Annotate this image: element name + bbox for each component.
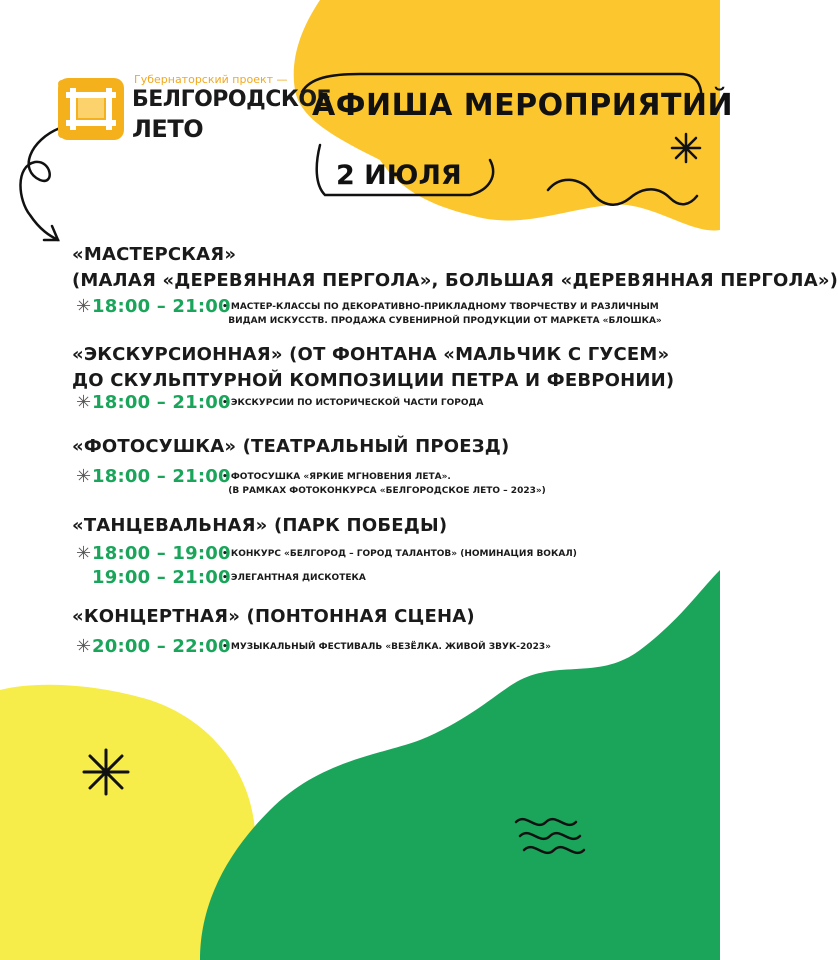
event-description-line: ВИДАМ ИСКУССТВ. ПРОДАЖА СУВЕНИРНОЙ ПРОДУКЦИИ ОТ МАРКЕТА «БЛОШКА» [222,316,662,326]
event-description [222,571,366,585]
event-description [222,547,577,561]
event-time: 19:00 – 21:00 [92,567,231,588]
event-description-line: • ФОТОСУШКА «ЯРКИЕ МГНОВЕНИЯ ЛЕТА». [222,472,451,482]
logo-subtitle: Губернаторский проект — [134,73,288,86]
asterisk-icon: ✳ [76,466,92,487]
event-time: 18:00 – 21:00 [92,392,231,413]
venue-title: «ФОТОСУШКА» (ТЕАТРАЛЬНЫЙ ПРОЕЗД) [72,436,510,457]
event-description-line: • ЭЛЕГАНТНАЯ ДИСКОТЕКА [222,573,366,583]
venue-title: (МАЛАЯ «ДЕРЕВЯННАЯ ПЕРГОЛА», БОЛЬШАЯ «ДЕРЕВЯННАЯ ПЕРГОЛА») [72,270,838,291]
venue-title: ДО СКУЛЬПТУРНОЙ КОМПОЗИЦИИ ПЕТРА И ФЕВРОНИИ) [72,370,675,391]
venue-title: «МАСТЕРСКАЯ» [72,244,237,265]
venue-title: «ЭКСКУРСИОННАЯ» (ОТ ФОНТАНА «МАЛЬЧИК С ГУСЕМ» [72,344,670,365]
event-description-line: • МАСТЕР-КЛАССЫ ПО ДЕКОРАТИВНО-ПРИКЛАДНОМУ ТВОРЧЕСТВУ И РАЗЛИЧНЫМ [222,302,659,312]
asterisk-icon: ✳ [76,636,92,657]
event-description [222,396,483,410]
event-description [222,640,551,654]
event-description-line: • КОНКУРС «БЕЛГОРОД – ГОРОД ТАЛАНТОВ» (НОМИНАЦИЯ ВОКАЛ) [222,549,577,559]
event-description [222,470,546,498]
venue-title: «ТАНЦЕВАЛЬНАЯ» (ПАРК ПОБЕДЫ) [72,515,448,536]
event-time: 20:00 – 22:00 [92,636,231,657]
asterisk-icon: ✳ [76,392,92,413]
logo-title-line2: ЛЕТО [132,115,204,143]
event-time: 18:00 – 21:00 [92,466,231,487]
asterisk-icon: ✳ [76,543,92,564]
logo-title-line1: БЕЛГОРОДСКОЕ [132,87,332,112]
event-time: 18:00 – 19:00 [92,543,231,564]
event-description [222,300,662,328]
event-description-line: • МУЗЫКАЛЬНЫЙ ФЕСТИВАЛЬ «ВЕЗЁЛКА. ЖИВОЙ ЗВУК-2023» [222,642,551,652]
event-description-line: • ЭКСКУРСИИ ПО ИСТОРИЧЕСКОЙ ЧАСТИ ГОРОДА [222,398,484,408]
page-title: АФИША МЕРОПРИЯТИЙ [312,88,734,123]
event-time: 18:00 – 21:00 [92,296,231,317]
event-description-line: (В РАМКАХ ФОТОКОНКУРСА «БЕЛГОРОДСКОЕ ЛЕТО – 2023») [222,486,546,496]
venue-title: «КОНЦЕРТНАЯ» (ПОНТОННАЯ СЦЕНА) [72,606,475,627]
event-date: 2 ИЮЛЯ [336,160,462,191]
asterisk-icon: ✳ [76,296,92,317]
